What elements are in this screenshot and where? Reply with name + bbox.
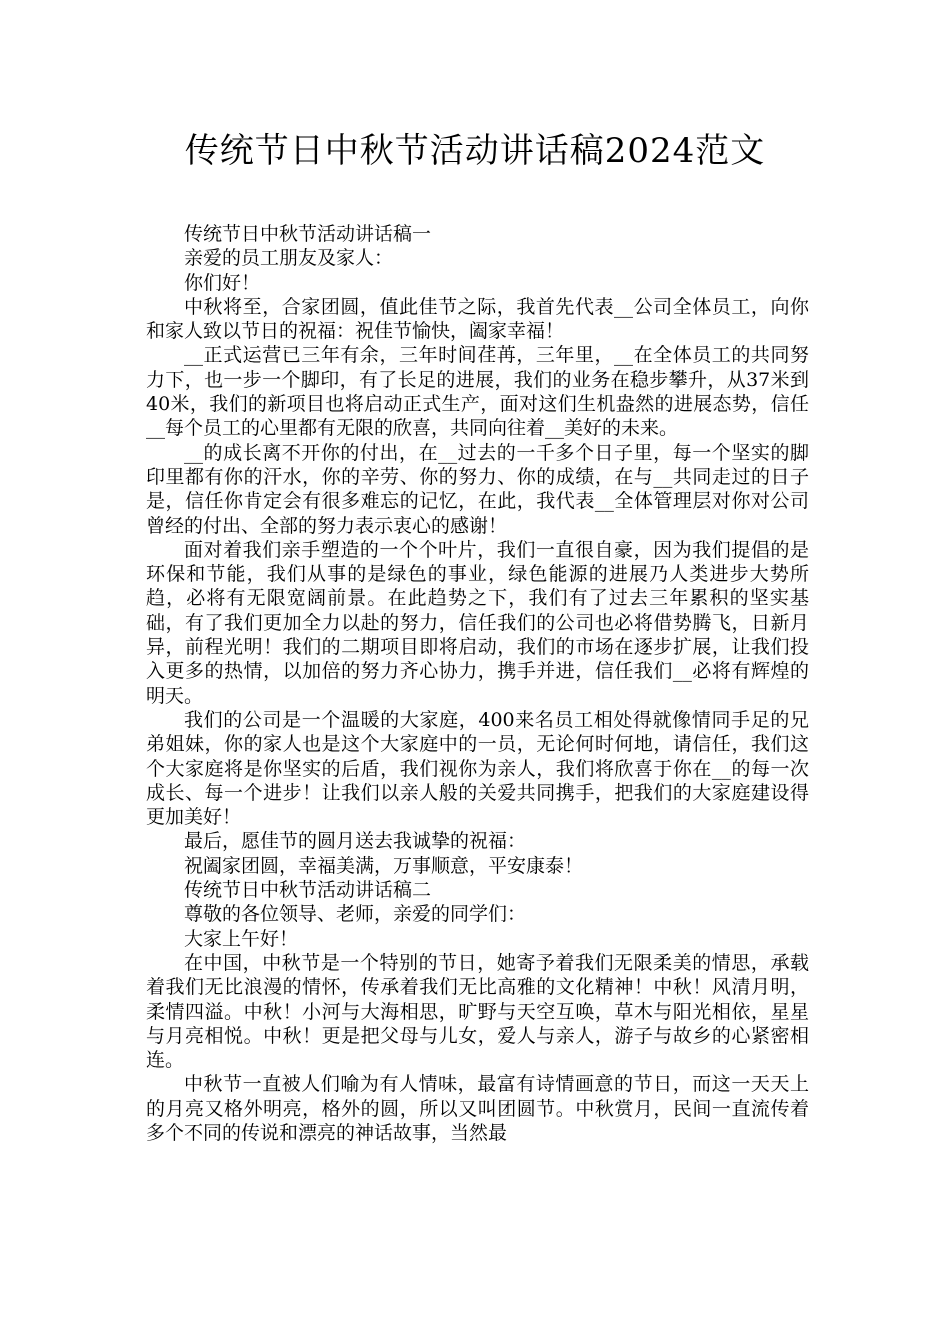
paragraph: 面对着我们亲手塑造的一个个叶片，我们一直很自豪，因为我们提倡的是环保和节能，我们从事的是绿色的事业，绿色能源的进展乃人类进步大势所趋，必将有无限宽阔前景。在此趋势之下，我们有了过去三年累积的坚实基础，有了我们更加全力以赴的努力，信任我们的公司也必将借势腾飞，日新月异，前程光明！我们的二期项目即将启动，我们的市场在逐步扩展，让我们投入更多的热情，以加倍的努力齐心协力，携手并进，信任我们__必将有辉煌的明天。 <box>146 538 809 707</box>
paragraph: 祝阖家团圆，幸福美满，万事顺意，平安康泰！ <box>184 854 584 877</box>
document-body <box>146 222 809 1145</box>
document-title: 传统节日中秋节活动讲话稿2024范文 <box>184 131 766 171</box>
paragraph: __的成长离不开你的付出，在__过去的一千多个日子里，每一个坚实的脚印里都有你的汗水，你的辛劳、你的努力、你的成绩，在与__共同走过的日子是，信任你肯定会有很多难忘的记忆，在此，我代表__全体管理层对你对公司曾经的付出、全部的努力表示衷心的感谢！ <box>146 441 809 537</box>
paragraph: 传统节日中秋节活动讲话稿一 <box>184 223 432 245</box>
paragraph: 大家上午好！ <box>184 927 299 950</box>
paragraph: 中秋将至，合家团圆，值此佳节之际，我首先代表__公司全体员工，向你和家人致以节日的祝福：祝佳节愉快，阖家幸福！ <box>146 295 809 343</box>
paragraph: __正式运营已三年有余，三年时间荏苒，三年里，__在全体员工的共同努力下，也一步一个脚印，有了长足的进展，我们的业务在稳步攀升，从37米到40米，我们的新项目也将启动正式生产，面对这们生机盎然的进展态势，信任__每个员工的心里都有无限的欣喜，共同向往着__美好的未来。 <box>146 344 809 440</box>
paragraph: 我们的公司是一个温暖的大家庭，400来名员工相处得就像情同手足的兄弟姐妹，你的家人也是这个大家庭中的一员，无论何时何地，请信任，我们这个大家庭将是你坚实的后盾，我们视你为亲人，我们将欣喜于你在__的每一次成长、每一个进步！让我们以亲人般的关爱共同携手，把我们的大家庭建设得更加美好！ <box>146 708 809 829</box>
paragraph: 最后，愿佳节的圆月送去我诚挚的祝福： <box>184 830 527 853</box>
paragraph: 你们好！ <box>184 271 261 294</box>
paragraph: 中秋节一直被人们喻为有人情味，最富有诗情画意的节日，而这一天天上的月亮又格外明亮，格外的圆，所以又叫团圆节。中秋赏月，民间一直流传着多个不同的传说和漂亮的神话故事，当然最 <box>146 1073 809 1144</box>
paragraph: 在中国，中秋节是一个特别的节日，她寄予着我们无限柔美的情思，承载着我们无比浪漫的情怀，传承着我们无比高雅的文化精神！中秋！风清月明，柔情四溢。中秋！小河与大海相思，旷野与天空互唤，草木与阳光相依，星星与月亮相悦。中秋！更是把父母与儿女，爱人与亲人，游子与故乡的心紧密相连。 <box>146 951 809 1072</box>
paragraph: 传统节日中秋节活动讲话稿二 <box>184 879 432 902</box>
paragraph: 尊敬的各位领导、老师，亲爱的同学们： <box>184 903 527 926</box>
paragraph: 亲爱的员工朋友及家人： <box>184 247 394 270</box>
